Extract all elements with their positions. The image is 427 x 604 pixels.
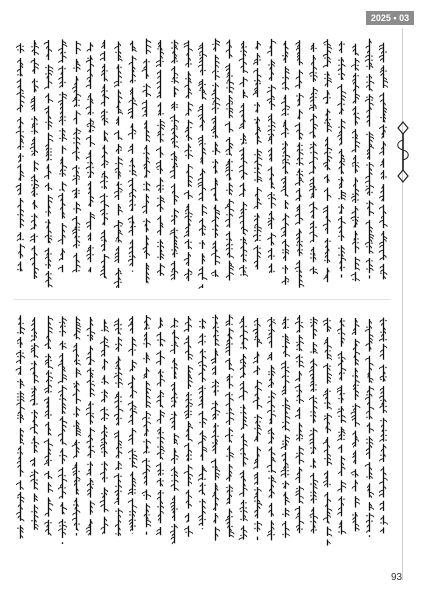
mongolian-text-line	[377, 36, 390, 290]
mongolian-text-line	[126, 312, 139, 548]
mongolian-text-line	[98, 36, 111, 290]
mongolian-text-line	[98, 312, 111, 548]
mongolian-text-line	[363, 36, 376, 290]
mongolian-text-line	[70, 36, 83, 290]
mongolian-text-line	[209, 36, 222, 290]
mongolian-text-line	[28, 312, 41, 548]
mongolian-text-line	[293, 36, 306, 290]
mongolian-text-line	[321, 312, 334, 548]
mongolian-scroll-ornament-icon	[392, 120, 414, 184]
mongolian-text-line	[154, 312, 167, 548]
mongolian-text-line	[279, 312, 292, 548]
mongolian-text-line	[140, 312, 153, 548]
mongolian-text-line	[335, 36, 348, 290]
mongolian-text-line	[168, 36, 181, 290]
mongolian-text-line	[70, 312, 83, 548]
mongolian-text-line	[335, 312, 348, 548]
mongolian-text-line	[196, 36, 209, 290]
mongolian-text-line	[56, 312, 69, 548]
mongolian-text-line	[126, 36, 139, 290]
mongolian-text-line	[223, 312, 236, 548]
mongolian-text-line	[293, 312, 306, 548]
mongolian-text-line	[182, 312, 195, 548]
sidebar-rule	[402, 28, 403, 580]
mongolian-text-line	[112, 312, 125, 548]
mongolian-text-line	[237, 36, 250, 290]
mongolian-text-line	[349, 312, 362, 548]
mongolian-text-line	[209, 312, 222, 548]
lower-text-column	[14, 312, 390, 548]
mongolian-text-line	[307, 36, 320, 290]
mongolian-text-line	[251, 36, 264, 290]
mongolian-text-line	[154, 36, 167, 290]
mongolian-text-line	[251, 312, 264, 548]
mongolian-text-line	[363, 312, 376, 548]
mongolian-text-line	[28, 36, 41, 290]
mongolian-text-line	[237, 312, 250, 548]
mongolian-text-line	[14, 312, 27, 548]
mongolian-text-line	[168, 312, 181, 548]
mongolian-text-line	[42, 36, 55, 290]
mongolian-text-line	[265, 312, 278, 548]
issue-badge: 2025 • 03	[366, 11, 414, 25]
mongolian-text-line	[84, 312, 97, 548]
mongolian-text-line	[223, 36, 236, 290]
mongolian-text-line	[349, 36, 362, 290]
mongolian-text-line	[56, 36, 69, 290]
mongolian-text-line	[14, 36, 27, 290]
upper-text-column	[14, 36, 390, 290]
mongolian-text-line	[84, 36, 97, 290]
page-number: 93	[391, 572, 403, 583]
mongolian-text-line	[377, 312, 390, 548]
mongolian-text-line	[265, 36, 278, 290]
mongolian-text-line	[42, 312, 55, 548]
mongolian-text-line	[182, 36, 195, 290]
mongolian-text-line	[196, 312, 209, 548]
section-divider	[14, 299, 390, 300]
mongolian-text-line	[140, 36, 153, 290]
mongolian-text-line	[279, 36, 292, 290]
mongolian-text-line	[112, 36, 125, 290]
mongolian-text-line	[307, 312, 320, 548]
mongolian-text-line	[321, 36, 334, 290]
